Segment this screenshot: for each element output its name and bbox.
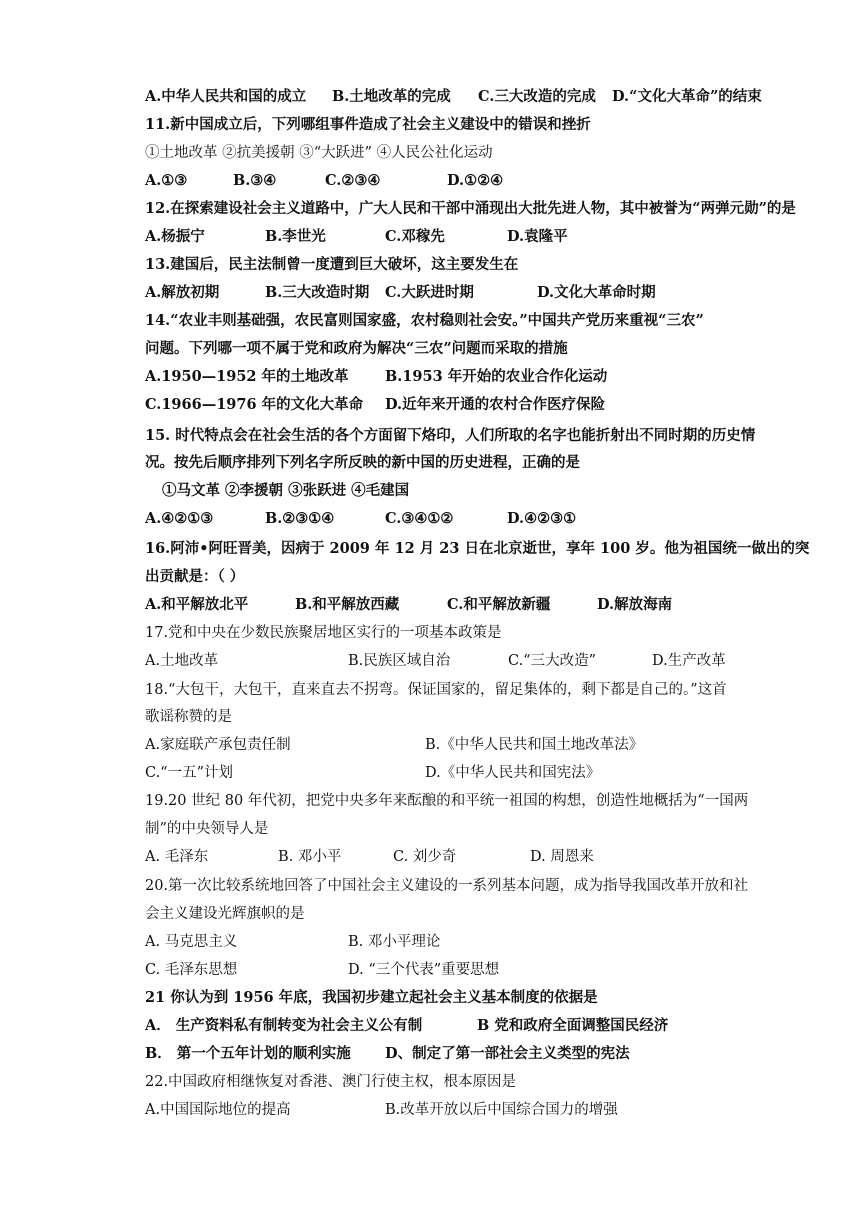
q15-stem-line1: 15. 时代特点会在社会生活的各个方面留下烙印，人们所取的名字也能折射出不同时期的历史情 — [145, 427, 756, 444]
q17-stem: 17.党和中央在少数民族聚居地区实行的一项基本政策是 — [145, 625, 502, 641]
q21-option-a: A． 生产资料私有制转变为社会主义公有制 — [145, 1017, 423, 1034]
q22-options — [145, 1100, 825, 1120]
q16-option-a: A.和平解放北平 — [145, 596, 249, 613]
q21-options-row1 — [145, 1016, 825, 1036]
q19-stem-line2: 制”的中央领导人是 — [145, 821, 269, 837]
q11-option-a: A.①③ — [145, 172, 188, 189]
q16-option-c: C.和平解放新疆 — [447, 596, 551, 613]
q18-options-row2 — [145, 763, 825, 783]
q16-stem-line2: 出贡献是：（ ） — [145, 568, 245, 585]
q16-stem-line1: 16.阿沛•阿旺晋美，因病于 2009 年 12 月 23 日在北京逝世，享年 100 岁。他为祖国统一做出的突 — [145, 540, 810, 557]
q11-option-b: B.③④ — [233, 172, 277, 189]
q14-options-row1 — [145, 367, 825, 387]
q11-options — [145, 171, 825, 191]
q14-options-row2 — [145, 395, 825, 415]
q15-option-a: A.④②①③ — [145, 510, 214, 527]
q18-option-a: A.家庭联产承包责任制 — [145, 737, 291, 753]
q11-option-d: D.①②④ — [447, 172, 504, 189]
q19-option-d: D. 周恩来 — [530, 849, 594, 865]
q22-option-a: A.中国国际地位的提高 — [145, 1102, 291, 1118]
q11-items: ①土地改革 ②抗美援朝 ③“大跃进” ④人民公社化运动 — [145, 145, 493, 161]
q17-option-b: B.民族区域自治 — [348, 653, 451, 669]
q20-option-b: B. 邓小平理论 — [348, 934, 441, 950]
q15-items: ①马文革 ②李援朝 ③张跃进 ④毛建国 — [162, 482, 410, 499]
q12-stem: 12.在探索建设社会主义道路中，广大人民和干部中涌现出大批先进人物，其中被誉为“两弹元勋”的是 — [145, 200, 796, 217]
q18-stem-line2: 歌谣称赞的是 — [145, 709, 232, 725]
q13-option-a: A.解放初期 — [145, 284, 220, 301]
q19-option-c: C. 刘少奇 — [393, 849, 457, 865]
q19-stem-line1: 19.20 世纪 80 年代初，把党中央多年来酝酿的和平统一祖国的构想，创造性地概括为“一国两 — [145, 793, 749, 809]
q18-options-row1 — [145, 735, 825, 755]
q21-option-b: B 党和政府全面调整国民经济 — [477, 1017, 669, 1034]
q19-option-b: B. 邓小平 — [278, 849, 342, 865]
q15-options — [145, 509, 825, 529]
q17-option-a: A.土地改革 — [145, 653, 219, 669]
q21-options-row2 — [145, 1044, 825, 1064]
q12-options — [145, 227, 825, 247]
q17-option-c: C.“三大改造” — [508, 653, 597, 669]
q16-option-d: D.解放海南 — [597, 596, 673, 613]
q11-stem: 11.新中国成立后，下列哪组事件造成了社会主义建设中的错误和挫折 — [145, 116, 591, 133]
q21-stem: 21 你认为到 1956 年底，我国初步建立起社会主义基本制度的依据是 — [145, 989, 598, 1006]
q10-option-b: B.土地改革的完成 — [332, 88, 451, 105]
q19-option-a: A. 毛泽东 — [145, 849, 209, 865]
q20-option-d: D. “三个代表”重要思想 — [348, 962, 500, 978]
q17-options — [145, 651, 825, 671]
q13-option-b: B.三大改造时期 — [265, 284, 370, 301]
q20-option-c: C. 毛泽东思想 — [145, 962, 238, 978]
q16-options — [145, 595, 825, 615]
q10-option-a: A.中华人民共和国的成立 — [145, 88, 307, 105]
q12-option-d: D.袁隆平 — [507, 228, 568, 245]
q18-option-c: C.“一五”计划 — [145, 765, 234, 781]
q19-options — [145, 847, 825, 867]
q20-options-row2 — [145, 960, 825, 980]
q15-option-c: C.③④①② — [385, 510, 454, 527]
q15-option-d: D.④②③① — [507, 510, 577, 527]
q22-option-b: B.改革开放以后中国综合国力的增强 — [385, 1102, 618, 1118]
q10-option-c: C.三大改造的完成 — [478, 88, 596, 105]
q12-option-a: A.杨振宁 — [145, 228, 205, 245]
q12-option-b: B.李世光 — [265, 228, 326, 245]
q14-option-a: A.1950—1952 年的土地改革 — [145, 368, 349, 385]
q20-option-a: A. 马克思主义 — [145, 934, 238, 950]
q14-option-d: D.近年来开通的农村合作医疗保险 — [385, 396, 606, 413]
q15-option-b: B.②③①④ — [265, 510, 335, 527]
q18-option-d: D.《中华人民共和国宪法》 — [425, 765, 601, 781]
q14-option-b: B.1953 年开始的农业合作化运动 — [385, 368, 608, 385]
q13-options — [145, 283, 825, 303]
q16-option-b: B.和平解放西藏 — [295, 596, 400, 613]
q22-stem: 22.中国政府相继恢复对香港、澳门行使主权，根本原因是 — [145, 1074, 517, 1090]
q13-stem: 13.建国后，民主法制曾一度遭到巨大破坏，这主要发生在 — [145, 256, 519, 273]
q11-option-c: C.②③④ — [325, 172, 381, 189]
q18-option-b: B.《中华人民共和国土地改革法》 — [425, 737, 644, 753]
q14-option-c: C.1966—1976 年的文化大革命 — [145, 396, 364, 413]
q15-stem-line2: 况。按先后顺序排列下列名字所反映的新中国的历史进程，正确的是 — [145, 454, 580, 471]
q10-option-d: D.“文化大革命”的结束 — [612, 88, 762, 105]
q21-option-d: D、制定了第一部社会主义类型的宪法 — [385, 1045, 630, 1062]
q14-stem-line2: 问题。下列哪一项不属于党和政府为解决“三农”问题而采取的措施 — [145, 340, 568, 357]
q20-stem-line2: 会主义建设光辉旗帜的是 — [145, 906, 305, 922]
q17-option-d: D.生产改革 — [652, 653, 726, 669]
q13-option-c: C.大跃进时期 — [385, 284, 474, 301]
q20-stem-line1: 20.第一次比较系统地回答了中国社会主义建设的一系列基本问题，成为指导我国改革开放和社 — [145, 878, 749, 894]
q10-options — [145, 87, 825, 107]
q12-option-c: C.邓稼先 — [385, 228, 445, 245]
q14-stem-line1: 14.“农业丰则基础强，农民富则国家盛，农村稳则社会安。”中国共产党历来重视“三农” — [145, 312, 704, 329]
q13-option-d: D.文化大革命时期 — [537, 284, 656, 301]
q18-stem-line1: 18.“大包干，大包干，直来直去不拐弯。保证国家的，留足集体的，剩下都是自己的。”这首 — [145, 682, 727, 698]
q21-option-c: B． 第一个五年计划的顺利实施 — [145, 1045, 351, 1062]
q20-options-row1 — [145, 932, 825, 952]
